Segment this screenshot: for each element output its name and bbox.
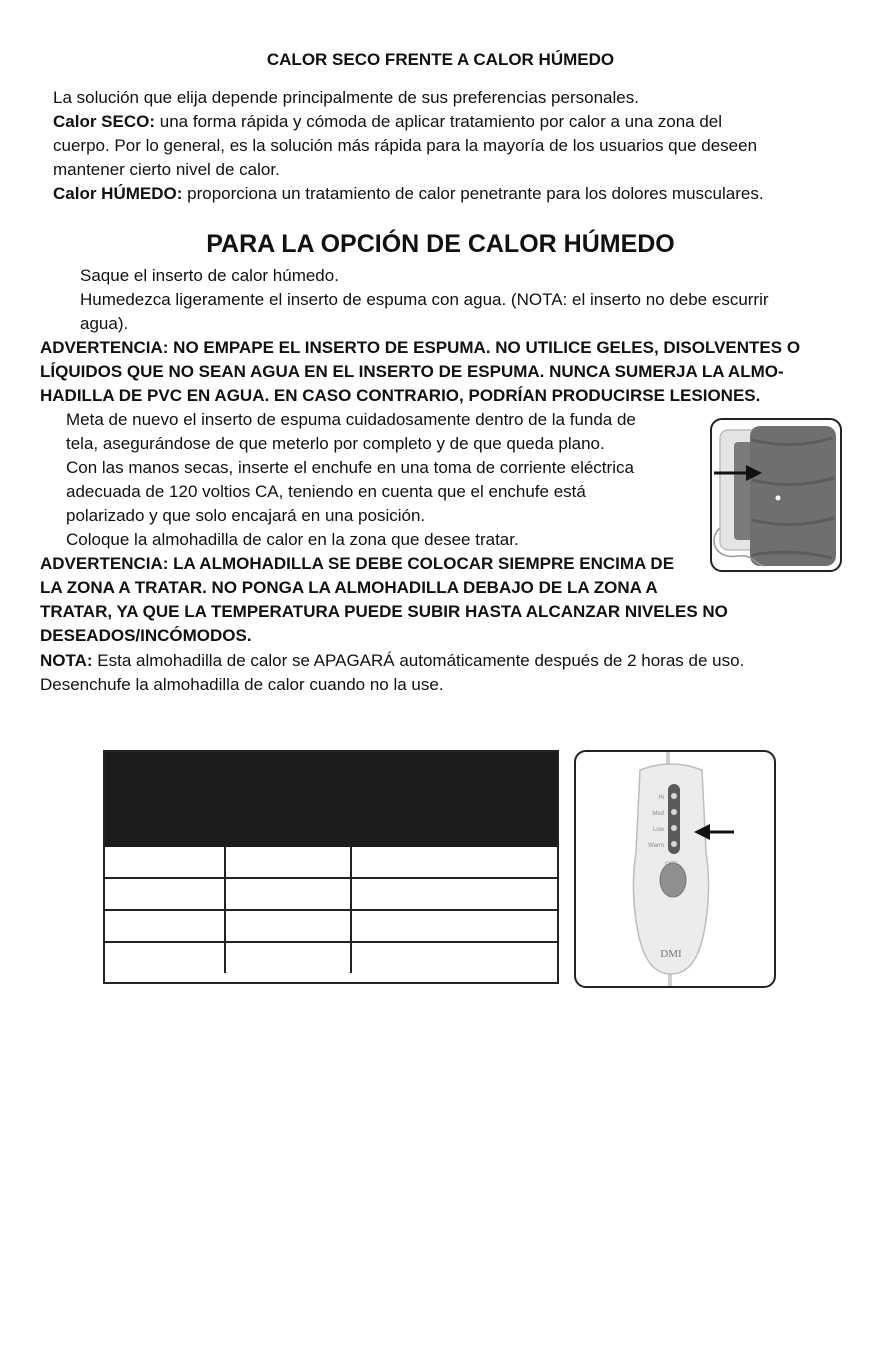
step-2-line-2: agua). xyxy=(80,314,129,333)
warning-1-line-1: ADVERTENCIA: NO EMPAPE EL INSERTO DE ESPUMA. NO UTILICE GELES, DISOLVENTES O xyxy=(40,338,801,357)
step-4-line-3: polarizado y que solo encajará en una posición. xyxy=(66,506,426,525)
settings-table xyxy=(103,750,559,984)
step-1: Saque el inserto de calor húmedo. xyxy=(80,266,339,285)
arrow-icon xyxy=(712,462,764,484)
step-3-line-1: Meta de nuevo el inserto de espuma cuidadosamente dentro de la funda de xyxy=(66,410,636,429)
table-cell xyxy=(225,878,351,910)
table-cell xyxy=(225,910,351,942)
section-title-dry-vs-wet: CALOR SECO FRENTE A CALOR HÚMEDO xyxy=(266,50,615,69)
table-row xyxy=(105,847,557,878)
warning-2-line-3: TRATAR, YA QUE LA TEMPERATURA PUEDE SUBIR HASTA ALCANZAR NIVELES NO xyxy=(40,602,728,621)
power-button xyxy=(660,863,686,897)
table-cell xyxy=(105,942,225,973)
table-row xyxy=(105,910,557,942)
table-cell xyxy=(105,910,225,942)
warning-1-line-3: HADILLA DE PVC EN AGUA. EN CASO CONTRARIO, PODRÍAN PRODUCIRSE LESIONES. xyxy=(40,386,761,405)
warning-1-line-2: LÍQUIDOS QUE NO SEAN AGUA EN EL INSERTO DE ESPUMA. NUNCA SUMERJA LA ALMO- xyxy=(40,362,784,381)
fabric-cover xyxy=(750,426,836,566)
warning-2-line-4: DESEADOS/INCÓMODOS. xyxy=(40,626,252,645)
settings-table-body xyxy=(105,847,557,973)
heating-pad-illustration xyxy=(712,420,840,570)
level-label: Hi xyxy=(658,795,664,801)
settings-table-header xyxy=(105,752,557,847)
note-label: NOTA: xyxy=(40,651,93,670)
step-4-line-1: Con las manos secas, inserte el enchufe en una toma de corriente eléctrica xyxy=(66,458,634,477)
controller-illustration xyxy=(576,752,774,986)
step-3-line-2: tela, asegurándose de que meterlo por completo y de que queda plano. xyxy=(66,434,605,453)
dry-text-1: una forma rápida y cómoda de aplicar tratamiento por calor a una zona del xyxy=(155,112,723,131)
note-block xyxy=(40,649,744,697)
snap-dot xyxy=(776,496,781,501)
step-5: Coloque la almohadilla de calor en la zona que desee tratar. xyxy=(66,530,519,549)
controller-image xyxy=(574,750,776,988)
warning-2-line-1: ADVERTENCIA: LA ALMOHADILLA SE DEBE COLOCAR SIEMPRE ENCIMA DE xyxy=(40,554,675,573)
intro-text: La solución que elija depende principalmente de sus preferencias personales. xyxy=(53,88,639,107)
warning-2-line-2: LA ZONA A TRATAR. NO PONGA LA ALMOHADILLA DEBAJO DE LA ZONA A xyxy=(40,578,658,597)
dry-text-2: cuerpo. Por lo general, es la solución más rápida para la mayoría de los usuarios que deseen xyxy=(53,136,758,155)
brand-logo: DMI xyxy=(660,948,682,960)
warning-2 xyxy=(40,552,728,648)
level-label: Low xyxy=(652,827,664,833)
table-row xyxy=(105,942,557,973)
step-2-line-1: Humedezca ligeramente el inserto de espuma con agua. (NOTA: el inserto no debe escurrir xyxy=(80,290,769,309)
table-cell xyxy=(105,847,225,878)
level-label: Warm xyxy=(648,843,664,849)
note-text-2: Desenchufe la almohadilla de calor cuando no la use. xyxy=(40,675,444,694)
table-row xyxy=(105,878,557,910)
note-text-1: Esta almohadilla de calor se APAGARÁ automáticamente después de 2 horas de uso. xyxy=(92,651,745,670)
table-cell xyxy=(351,847,557,878)
level-label: Med xyxy=(652,811,664,817)
warning-1 xyxy=(40,336,800,408)
wet-label: Calor HÚMEDO: xyxy=(53,184,183,203)
table-cell xyxy=(105,878,225,910)
table-cell xyxy=(351,942,557,973)
steps-1-2 xyxy=(80,264,769,336)
step-4-line-2: adecuada de 120 voltios CA, teniendo en cuenta que el enchufe está xyxy=(66,482,586,501)
table-cell xyxy=(225,847,351,878)
dry-label: Calor SECO: xyxy=(53,112,156,131)
steps-3-5 xyxy=(66,408,636,552)
table-cell xyxy=(351,878,557,910)
dry-text-3: mantener cierto nivel de calor. xyxy=(53,160,280,179)
intro-paragraph xyxy=(53,86,764,206)
table-cell xyxy=(351,910,557,942)
wet-text: proporciona un tratamiento de calor penetrante para los dolores musculares. xyxy=(182,184,764,203)
table-cell xyxy=(225,942,351,973)
section-title-wet-option: PARA LA OPCIÓN DE CALOR HÚMEDO xyxy=(206,230,675,258)
heating-pad-image xyxy=(710,418,842,572)
